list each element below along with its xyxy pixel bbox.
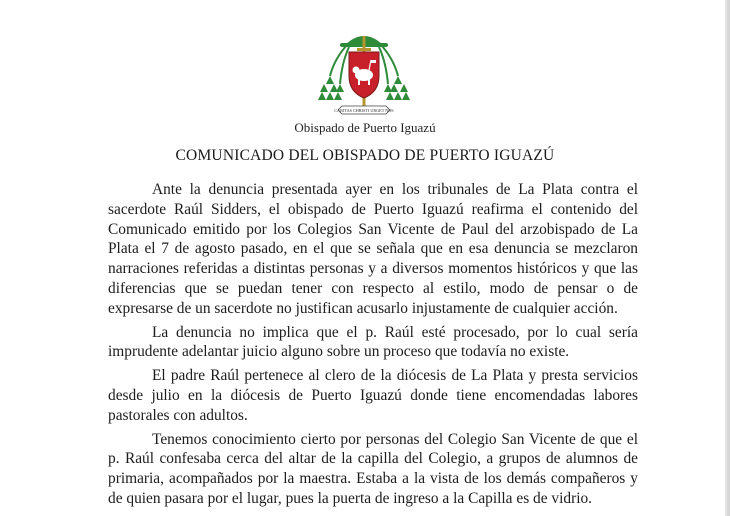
crest-motto: CARITAS CHRISTI URGET NOS: [334, 108, 394, 113]
organization-name: Obispado de Puerto Iguazú: [294, 120, 436, 135]
document-body: [108, 180, 638, 513]
paragraph: Ante la denuncia presentada ayer en los tribunales de La Plata contra el sacerdote Raúl Sidders, el obispado de Puerto Iguazú reafirma el contenido del Comunicado emitido por los Colegios San Vicente de Paul del arzobispado de La Plata el 7 de agosto pasado, en el que se señala que en esa denuncia se mezclaron narraciones referidas a distintas personas y a diversos momentos históricos y que las diferencias que se puedan tener con respecto al estilo, modo de pensar o de expresarse de un sacerdote no justifican acusarlo injustamente de cualquier acción.: [108, 181, 638, 317]
paragraph: La denuncia no implica que el p. Raúl esté procesado, por lo cual sería imprudente adelantar juicio alguno sobre un proceso que todavía no existe.: [108, 323, 638, 361]
paragraph: El padre Raúl pertenece al clero de la diócesis de La Plata y presta servicios desde julio en la diócesis de Puerto Iguazú donde tiene encomendadas labores pastorales con adultos.: [108, 367, 638, 424]
episcopal-coat-of-arms-icon: [316, 26, 412, 118]
page-edge-shadow: [725, 0, 730, 516]
document-title: COMUNICADO DEL OBISPADO DE PUERTO IGUAZÚ: [175, 147, 555, 164]
paragraph: Tenemos conocimiento cierto por personas del Colegio San Vicente de que el p. Raúl confesaba cerca del altar de la capilla del Colegio, a grupos de alumnos de primaria, acompañados por la maestra. Estaba a la vista de los demás compañeros y de quien pasara por el lugar, pues la puerta de ingreso a la Capilla es de vidrio.: [108, 430, 638, 507]
